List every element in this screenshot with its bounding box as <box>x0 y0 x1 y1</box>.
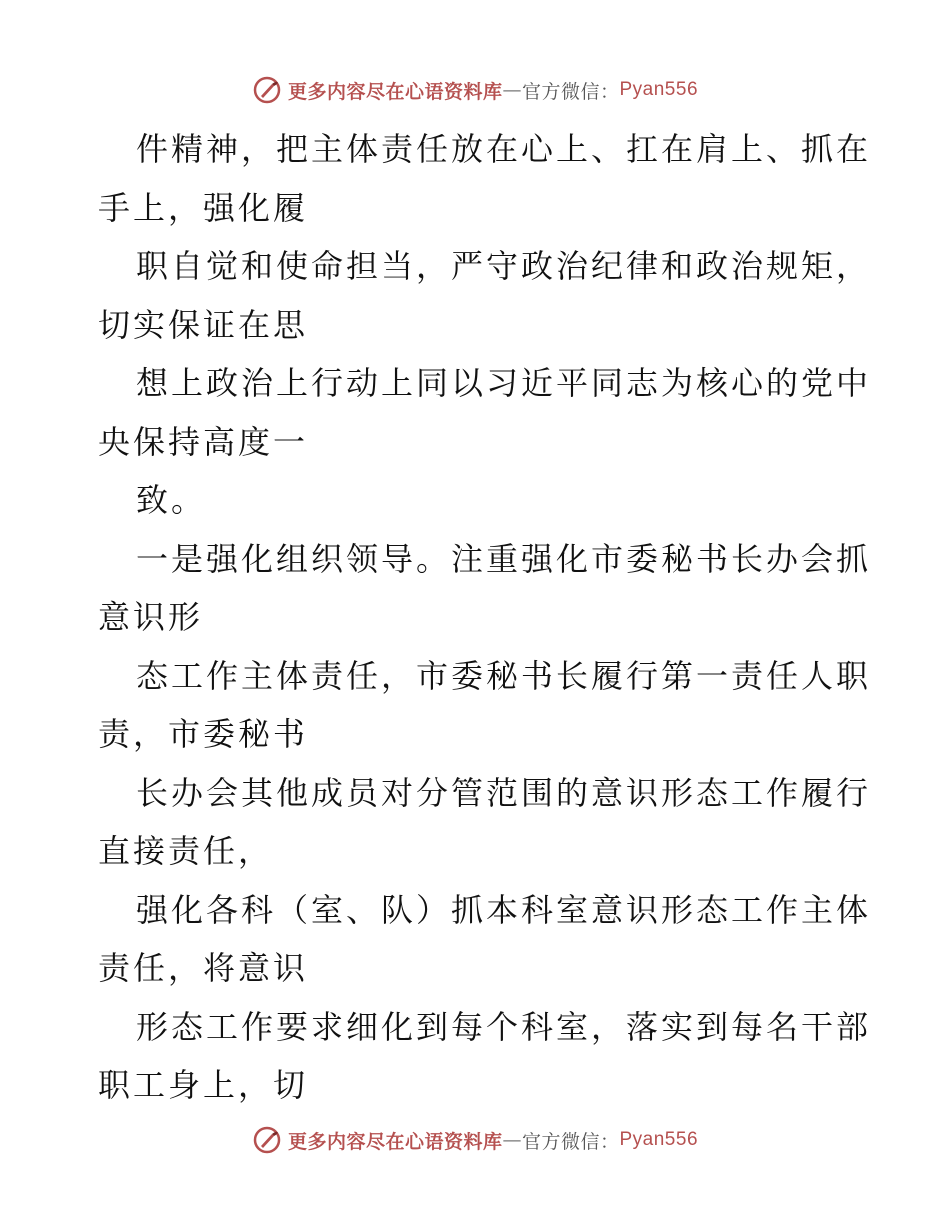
header-dash: — <box>502 79 522 101</box>
footer-wechat-id: Pyan556 <box>619 1129 699 1150</box>
body-line: 职工身上，切 <box>98 1066 309 1104</box>
footer-site-name: 更多内容尽在心语资料库 <box>287 1130 503 1153</box>
body-line: 态工作主体责任，市委秘书长履行第一责任人职 <box>136 656 872 695</box>
body-line: 件精神，把主体责任放在心上、扛在肩上、抓在 <box>136 130 872 168</box>
body-line: 长办会其他成员对分管范围的意识形态工作履行 <box>136 773 872 812</box>
footer-wechat-label: 官方微信： <box>521 1130 620 1153</box>
header-banner <box>0 70 950 110</box>
footer-dash: — <box>502 1129 522 1151</box>
quill-logo-icon <box>252 75 282 105</box>
body-line: 手上，强化履 <box>98 188 309 227</box>
header-wechat-label: 官方微信： <box>521 80 620 103</box>
body-line: 职自觉和使命担当，严守政治纪律和政治规矩， <box>136 247 872 285</box>
body-line: 形态工作要求细化到每个科室，落实到每名干部 <box>136 1007 872 1046</box>
body-line: 想上政治上行动上同以习近平同志为核心的党中 <box>136 364 872 402</box>
body-line: 责任，将意识 <box>98 949 309 987</box>
body-line: 切实保证在思 <box>98 305 309 344</box>
body-line: 致。 <box>136 481 207 519</box>
quill-logo-icon <box>252 1125 282 1155</box>
header-site-name: 更多内容尽在心语资料库 <box>287 80 503 103</box>
body-line: 责，市委秘书 <box>98 715 309 753</box>
body-line: 直接责任， <box>98 832 274 870</box>
body-line: 一是强化组织领导。注重强化市委秘书长办会抓 <box>136 539 872 578</box>
body-line: 强化各科（室、队）抓本科室意识形态工作主体 <box>136 890 872 929</box>
body-line: 意识形 <box>98 598 204 636</box>
header-wechat-id: Pyan556 <box>619 79 699 100</box>
document-body <box>98 120 872 1115</box>
body-line: 央保持高度一 <box>98 422 309 461</box>
footer-banner <box>0 1120 950 1160</box>
